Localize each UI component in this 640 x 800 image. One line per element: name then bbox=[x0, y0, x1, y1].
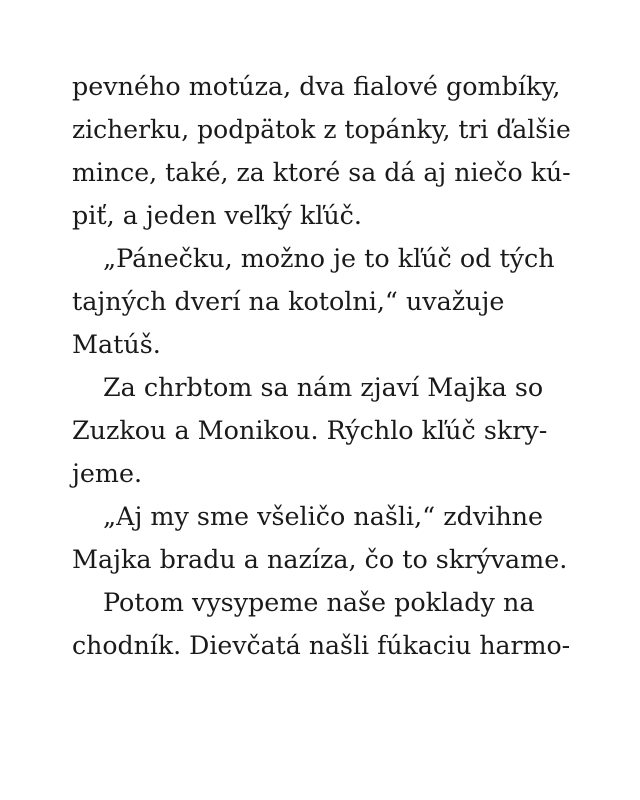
paragraph-start-line: Za chrbtom sa nám zjaví Majka so bbox=[103, 372, 544, 402]
paragraph-start-line: „Pánečku, možno je to kľúč od tých bbox=[103, 243, 555, 273]
text-line: chodník. Dievčatá našli fúkaciu harmo- bbox=[72, 631, 571, 660]
text-line: zicherku, podpätok z topánky, tri ďalšie bbox=[72, 115, 571, 144]
paragraph-start-line: Potom vysypeme naše poklady na bbox=[103, 587, 535, 617]
text-line: piť, a jeden veľký kľúč. bbox=[72, 200, 362, 230]
paragraph-start-line: „Aj my sme všeličo našli,“ zdvihne bbox=[103, 501, 544, 531]
text-line: mince, také, za ktoré sa dá aj niečo kú- bbox=[72, 158, 571, 187]
text-line: Majka bradu a nazíza, čo to skrývame. bbox=[72, 544, 568, 574]
text-line: Zuzkou a Monikou. Rýchlo kľúč skry- bbox=[72, 415, 548, 445]
text-line: Matúš. bbox=[72, 329, 161, 359]
book-page bbox=[72, 60, 572, 760]
text-line: tajných dverí na kotolni,“ uvažuje bbox=[72, 286, 505, 316]
text-line: pevného motúza, dva fialové gombíky, bbox=[72, 71, 561, 101]
text-line: jeme. bbox=[72, 458, 143, 488]
